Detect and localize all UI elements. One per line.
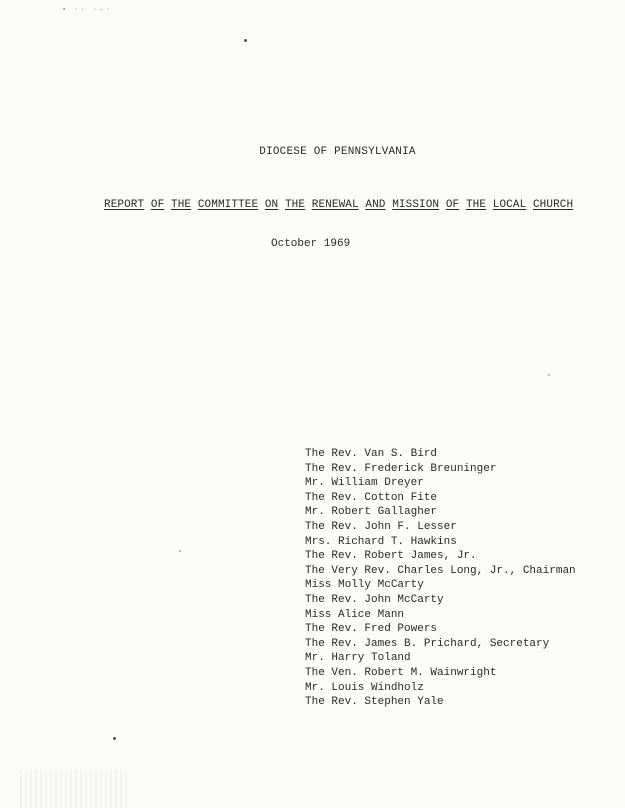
committee-member: The Rev. Van S. Bird (305, 448, 438, 460)
report-title-word: REPORT (104, 199, 145, 211)
report-title-word: THE (284, 199, 306, 211)
committee-member: The Rev. Robert James, Jr. (305, 550, 477, 563)
report-title-word: MISSION (392, 199, 440, 211)
committee-member: Mr. William Dreyer (305, 477, 424, 490)
report-title-word: THE (171, 199, 192, 211)
committee-member: Mr. Harry Toland (305, 652, 411, 665)
report-title-word: COMMITTEE (197, 199, 259, 211)
diocese-heading: DIOCESE OF PENNSYLVANIA (259, 146, 416, 158)
committee-member: The Rev. Frederick Breuninger (305, 462, 497, 475)
scan-noise (20, 770, 130, 808)
committee-member: The Rev. Fred Powers (305, 623, 438, 636)
scan-speck (113, 737, 116, 740)
committee-member-secretary: The Rev. James B. Prichard, Secretary (305, 637, 550, 650)
report-title-word: OF (445, 199, 460, 211)
report-title-word: RENEWAL (311, 199, 359, 211)
committee-member: Mrs. Richard T. Hawkins (305, 535, 457, 548)
report-title-word: CHURCH (532, 199, 574, 211)
committee-member: The Ven. Robert M. Wainwright (305, 666, 497, 679)
committee-member: Miss Alice Mann (305, 608, 405, 621)
committee-member: The Rev. John F. Lesser (305, 520, 457, 533)
scan-marks: ▪ ·· ·–· (62, 6, 112, 14)
committee-member: Mr. Louis Windholz (305, 681, 424, 694)
committee-member: The Rev. John McCarty (305, 593, 444, 606)
committee-member: The Rev. Stephen Yale (305, 696, 444, 709)
committee-member: Mr. Robert Gallagher (305, 506, 438, 519)
committee-member-list (305, 447, 576, 710)
scan-speck (179, 550, 181, 552)
report-title (104, 199, 573, 211)
scan-speck (244, 39, 247, 42)
report-title-word: AND (365, 199, 386, 211)
report-title-word: ON (264, 199, 279, 211)
committee-member-chairman: The Very Rev. Charles Long, Jr., Chairman (305, 564, 576, 577)
committee-member: Miss Molly McCarty (305, 579, 424, 592)
report-title-word: THE (465, 199, 487, 211)
committee-member: The Rev. Cotton Fite (305, 491, 438, 504)
report-title-word: OF (150, 199, 165, 211)
report-date: October 1969 (271, 238, 351, 250)
report-title-word: LOCAL (492, 199, 527, 211)
scan-speck (548, 374, 550, 376)
